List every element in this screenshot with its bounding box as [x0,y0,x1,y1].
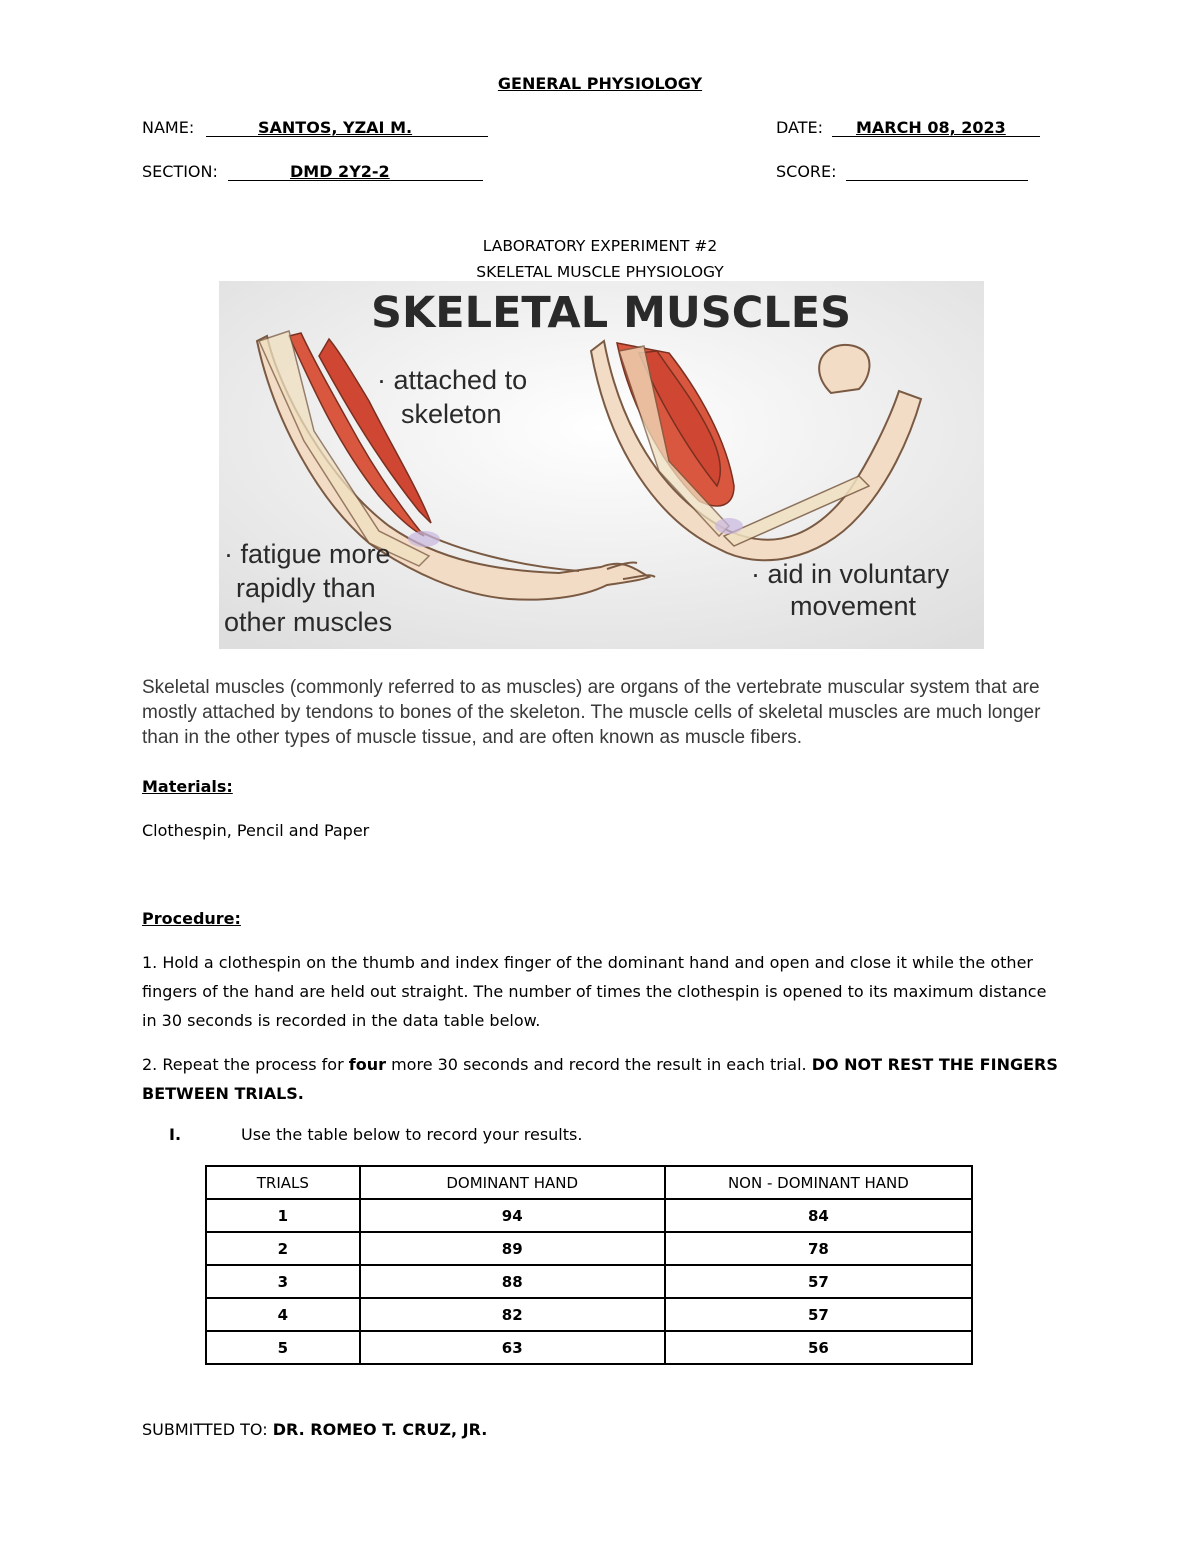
instructor-name: DR. ROMEO T. CRUZ, JR. [272,1420,488,1439]
submitted-to [142,1420,487,1439]
table-row [206,1232,972,1265]
figure-bullet-fatigue: · fatigue more [224,539,391,569]
table-row [206,1199,972,1232]
section-label: SECTION: [142,162,218,181]
dominant-cell: 88 [360,1265,665,1298]
trial-cell: 5 [206,1331,360,1364]
header-dominant-hand: DOMINANT HAND [360,1166,665,1199]
step2-text-c: more 30 seconds and record the result in each trial. [386,1055,812,1074]
list-item-text: Use the table below to record your results. [241,1125,583,1144]
score-underline [846,180,1028,181]
document-title: GENERAL PHYSIOLOGY [497,74,703,93]
lab-title-line2: SKELETAL MUSCLE PHYSIOLOGY [476,263,724,281]
figure-bullet-voluntary: · aid in voluntary [751,559,950,589]
non-dominant-cell: 57 [665,1265,972,1298]
figure-bullet-fatigue-line2: rapidly than [236,573,376,603]
materials-heading: Materials: [142,777,233,796]
step2-warning: DO NOT REST THE FINGERS BETWEEN TRIALS. [142,1055,1058,1103]
table-row [206,1298,972,1331]
trial-cell: 2 [206,1232,360,1265]
results-table [205,1165,973,1365]
name-label: NAME: [142,118,195,137]
header-non-dominant-hand: NON - DOMINANT HAND [665,1166,972,1199]
figure-bullet-fatigue-line3: other muscles [224,607,393,637]
step2-text-a: 2. Repeat the process for [142,1055,349,1074]
lab-title-line1: LABORATORY EXPERIMENT #2 [482,237,718,255]
procedure-step-2 [142,1050,1062,1108]
figure-bullet-voluntary-line2: movement [790,591,917,621]
dominant-cell: 82 [360,1298,665,1331]
non-dominant-cell: 56 [665,1331,972,1364]
figure-bullet-attached-line2: skeleton [401,399,502,429]
trial-cell: 4 [206,1298,360,1331]
non-dominant-cell: 84 [665,1199,972,1232]
non-dominant-cell: 78 [665,1232,972,1265]
table-row [206,1331,972,1364]
figure-heading: SKELETAL MUSCLES [371,288,852,338]
dominant-cell: 63 [360,1331,665,1364]
submitted-to-label: SUBMITTED TO: [142,1420,273,1439]
name-value: SANTOS, YZAI M. [258,118,413,137]
lab-title [0,233,1200,285]
intro-paragraph: Skeletal muscles (commonly referred to as muscles) are organs of the vertebrate muscular system that are mostly attached by tendons to bones of the skeleton. The muscle cells of skeletal muscles are much longer than in the other types of muscle tissue, and are often known as muscle fibers. [142,677,1041,748]
trial-cell: 3 [206,1265,360,1298]
date-value: MARCH 08, 2023 [856,118,1006,137]
dominant-cell: 94 [360,1199,665,1232]
figure-bullet-attached: · attached to [377,365,528,395]
dominant-cell: 89 [360,1232,665,1265]
step2-four: four [348,1055,386,1074]
skeletal-muscles-figure [219,281,984,649]
list-item-number: I. [169,1125,182,1144]
non-dominant-cell: 57 [665,1298,972,1331]
materials-text: Clothespin, Pencil and Paper [142,821,370,840]
procedure-heading: Procedure: [142,909,241,928]
trial-cell: 1 [206,1199,360,1232]
procedure-step-1: 1. Hold a clothespin on the thumb and index finger of the dominant hand and open and close it while the other fingers of the hand are held out straight. The number of times the clothespin is opened to its maximum distance in 30 seconds is recorded in the data table below. [142,953,1047,1030]
table-header-row [206,1166,972,1199]
section-value: DMD 2Y2-2 [290,162,390,181]
header-trials: TRIALS [206,1166,360,1199]
table-row [206,1265,972,1298]
score-label: SCORE: [776,162,837,181]
date-label: DATE: [776,118,824,137]
